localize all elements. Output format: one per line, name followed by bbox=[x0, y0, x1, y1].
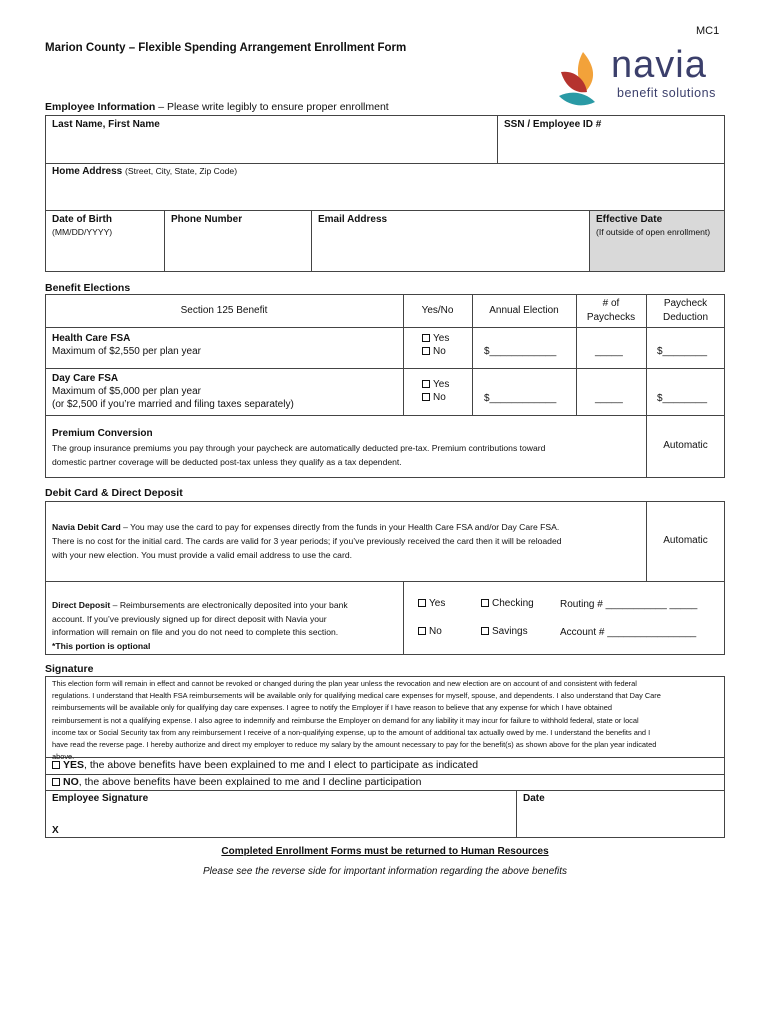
dob-label: Date of Birth bbox=[52, 214, 112, 225]
employee-signature-label: Employee Signature bbox=[52, 793, 149, 804]
participate-yes-option[interactable] bbox=[52, 759, 478, 771]
yes-label: Yes bbox=[433, 333, 450, 344]
no-label: No bbox=[429, 626, 442, 637]
debit-card-title: Navia Debit Card bbox=[52, 522, 121, 532]
terms-line: reimbursements will be available only for qualifying day care expenses. I agree to notify the Employer if I have reason to believe that any expense for which I have obtained bbox=[52, 703, 612, 713]
day-care-yesno bbox=[422, 378, 449, 404]
terms-line: have read the reverse page. I hereby authorize and direct my employer to reduce my salary by the amount necessary to pay for the benefit(s) as shown above for the plan year indicated bbox=[52, 740, 657, 750]
day-care-annual-field[interactable]: $____________ bbox=[484, 393, 557, 404]
signature-terms bbox=[52, 678, 722, 763]
address-field[interactable] bbox=[46, 180, 724, 209]
health-care-fsa-max: Maximum of $2,550 per plan year bbox=[52, 346, 201, 357]
employee-heading-title: Employee Information bbox=[45, 101, 156, 113]
checkbox-icon[interactable] bbox=[481, 627, 489, 635]
employee-signature-field[interactable] bbox=[64, 806, 514, 837]
health-care-yes-option[interactable] bbox=[422, 332, 449, 345]
premium-conversion-title: Premium Conversion bbox=[52, 428, 153, 439]
day-care-fsa-desc bbox=[52, 372, 294, 411]
checkbox-icon[interactable] bbox=[481, 599, 489, 607]
yes-text: , the above benefits have been explained to me and I elect to participate as indicated bbox=[84, 759, 479, 771]
navia-logo bbox=[555, 46, 735, 110]
day-care-fsa-note: (or $2,500 if you’re married and filing taxes separately) bbox=[52, 399, 294, 410]
no-word: NO bbox=[63, 776, 79, 788]
direct-deposit-title: Direct Deposit bbox=[52, 600, 111, 610]
col-header-deduction-l2: Deduction bbox=[662, 312, 709, 323]
health-care-yesno bbox=[422, 332, 449, 358]
day-care-yes-option[interactable] bbox=[422, 378, 449, 391]
debit-card-line3: with your new election. You must provide a valid email address to use the card. bbox=[52, 550, 352, 560]
dob-note: (MM/DD/YYYY) bbox=[52, 227, 113, 237]
direct-deposit-line1 bbox=[52, 599, 402, 613]
day-care-no-option[interactable] bbox=[422, 391, 449, 404]
day-care-fsa-max: Maximum of $5,000 per plan year bbox=[52, 386, 201, 397]
account-field[interactable]: Account # ________________ bbox=[560, 627, 697, 638]
debit-card-line1 bbox=[52, 520, 644, 534]
day-care-deduction-field[interactable]: $________ bbox=[657, 393, 708, 404]
col-header-deduction bbox=[646, 297, 725, 325]
col-header-paychecks-l2: Paychecks bbox=[586, 312, 636, 323]
address-note: (Street, City, State, Zip Code) bbox=[125, 166, 238, 176]
checkbox-icon[interactable] bbox=[418, 627, 426, 635]
checking-option[interactable] bbox=[481, 598, 534, 609]
checkbox-icon[interactable] bbox=[52, 761, 60, 769]
signature-heading: Signature bbox=[45, 663, 94, 675]
effective-date-field[interactable] bbox=[590, 240, 723, 271]
direct-deposit-optional: *This portion is optional bbox=[52, 640, 151, 651]
benefits-heading: Benefit Elections bbox=[45, 282, 131, 294]
col-header-paychecks-l1: # of bbox=[602, 298, 620, 309]
reverse-note: Please see the reverse side for important information regarding the above benefits bbox=[202, 866, 568, 877]
premium-conversion-desc bbox=[52, 427, 644, 469]
terms-line: This election form will remain in effect and cannot be revoked or changed during the plan year unless the revocation and new election are on account of and consistent with federal bbox=[52, 679, 637, 688]
debit-card-desc bbox=[52, 520, 644, 562]
debit-card-line2: There is no cost for the initial card. The cards are valid for 3 year periods; if you’ve previously received the card then it will be reloaded bbox=[52, 536, 562, 546]
participate-no-option[interactable] bbox=[52, 776, 421, 788]
phone-field[interactable] bbox=[165, 228, 310, 271]
day-care-fsa-title: Day Care FSA bbox=[52, 373, 119, 384]
employee-heading bbox=[45, 101, 389, 113]
checkbox-icon[interactable] bbox=[422, 393, 430, 401]
email-label: Email Address bbox=[318, 214, 388, 225]
debit-heading: Debit Card & Direct Deposit bbox=[45, 487, 183, 499]
terms-line: regulations. I understand that Health FSA reimbursements will be available only for qualifying medical care expenses for myself, spouse, and dependents. I also understand that Day Care bbox=[52, 691, 661, 701]
phone-label: Phone Number bbox=[171, 214, 243, 225]
premium-conversion-line2: domestic partner coverage will be deducted post-tax unless they qualify as a tax dependent. bbox=[52, 457, 402, 467]
routing-field[interactable]: Routing # ___________ _____ bbox=[560, 599, 698, 610]
health-care-fsa-desc bbox=[52, 332, 201, 358]
return-note: Completed Enrollment Forms must be returned to Human Resources bbox=[221, 846, 549, 857]
terms-line: income tax or Social Security tax from any reimbursement I receive of a non-qualifying expense, up to the amount of additional tax actually owed by me. I understand the benefits and I bbox=[52, 727, 651, 737]
direct-deposit-line2: account. If you’ve previously signed up for direct deposit with Navia your bbox=[52, 613, 327, 624]
health-care-deduction-field[interactable]: $________ bbox=[657, 346, 708, 357]
terms-line: above. bbox=[52, 752, 75, 762]
debit-card-text1: – You may use the card to pay for expenses directly from the funds in your Health Care FSA and/or Day Care FSA. bbox=[120, 522, 560, 532]
checkbox-icon[interactable] bbox=[422, 380, 430, 388]
direct-deposit-text1: – Reimbursements are electronically deposited into your bank bbox=[110, 600, 348, 610]
deposit-yes-option[interactable] bbox=[418, 598, 445, 609]
navia-logo-mark bbox=[555, 46, 617, 110]
logo-subtitle: benefit solutions bbox=[617, 86, 716, 100]
direct-deposit-desc bbox=[52, 599, 402, 653]
name-field[interactable] bbox=[46, 131, 496, 162]
premium-conversion-value: Automatic bbox=[663, 440, 708, 451]
no-label: No bbox=[433, 392, 446, 403]
checkbox-icon[interactable] bbox=[52, 778, 60, 786]
col-header-paychecks bbox=[576, 297, 646, 325]
yes-label: Yes bbox=[433, 379, 450, 390]
date-label: Date bbox=[523, 793, 545, 804]
yes-label: Yes bbox=[429, 598, 446, 609]
ssn-field[interactable] bbox=[498, 131, 724, 162]
direct-deposit-line3: information will remain on file and you do not need to complete this section. bbox=[52, 627, 339, 637]
checkbox-icon[interactable] bbox=[422, 347, 430, 355]
no-label: No bbox=[433, 346, 446, 357]
no-text: , the above benefits have been explained to me and I decline participation bbox=[78, 776, 422, 788]
health-care-fsa-title: Health Care FSA bbox=[52, 333, 131, 344]
effective-date-label: Effective Date bbox=[596, 214, 663, 225]
savings-label: Savings bbox=[492, 626, 528, 637]
dob-field[interactable] bbox=[46, 240, 163, 271]
debit-card-value: Automatic bbox=[663, 535, 708, 546]
form-code: MC1 bbox=[696, 25, 720, 37]
signature-date-field[interactable] bbox=[517, 806, 724, 837]
employee-heading-note: – Please write legibly to ensure proper enrollment bbox=[158, 101, 389, 113]
logo-word: navia bbox=[611, 44, 707, 86]
name-label: Last Name, First Name bbox=[52, 119, 160, 130]
checkbox-icon[interactable] bbox=[422, 334, 430, 342]
col-header-annual: Annual Election bbox=[489, 305, 559, 316]
checking-label: Checking bbox=[492, 598, 534, 609]
col-header-deduction-l1: Paycheck bbox=[663, 298, 708, 309]
ssn-label: SSN / Employee ID # bbox=[504, 119, 602, 130]
page-title: Marion County – Flexible Spending Arrangement Enrollment Form bbox=[45, 42, 407, 54]
savings-option[interactable] bbox=[481, 626, 528, 637]
signature-x-mark: X bbox=[52, 825, 59, 836]
effective-date-note: (If outside of open enrollment) bbox=[596, 227, 711, 237]
health-care-no-option[interactable] bbox=[422, 345, 449, 358]
checkbox-icon[interactable] bbox=[418, 599, 426, 607]
col-header-benefit: Section 125 Benefit bbox=[180, 305, 268, 316]
health-care-paychecks-field[interactable]: _____ bbox=[595, 346, 623, 357]
terms-line: reimbursement is not a qualifying expense. I also agree to indemnify and reimburse the Employer on demand for any liability it may incur for failure to withhold federal, state or local bbox=[52, 715, 639, 725]
address-label-row bbox=[52, 166, 237, 177]
col-header-yesno: Yes/No bbox=[421, 305, 454, 316]
deposit-no-option[interactable] bbox=[418, 626, 442, 637]
premium-conversion-line1: The group insurance premiums you pay through your paycheck are automatically deducted pre-tax. Premium contributions toward bbox=[52, 443, 546, 453]
yes-word: YES bbox=[63, 759, 85, 771]
address-label: Home Address bbox=[52, 166, 123, 177]
day-care-paychecks-field[interactable]: _____ bbox=[595, 393, 623, 404]
health-care-annual-field[interactable]: $____________ bbox=[484, 346, 557, 357]
email-field[interactable] bbox=[312, 228, 588, 271]
